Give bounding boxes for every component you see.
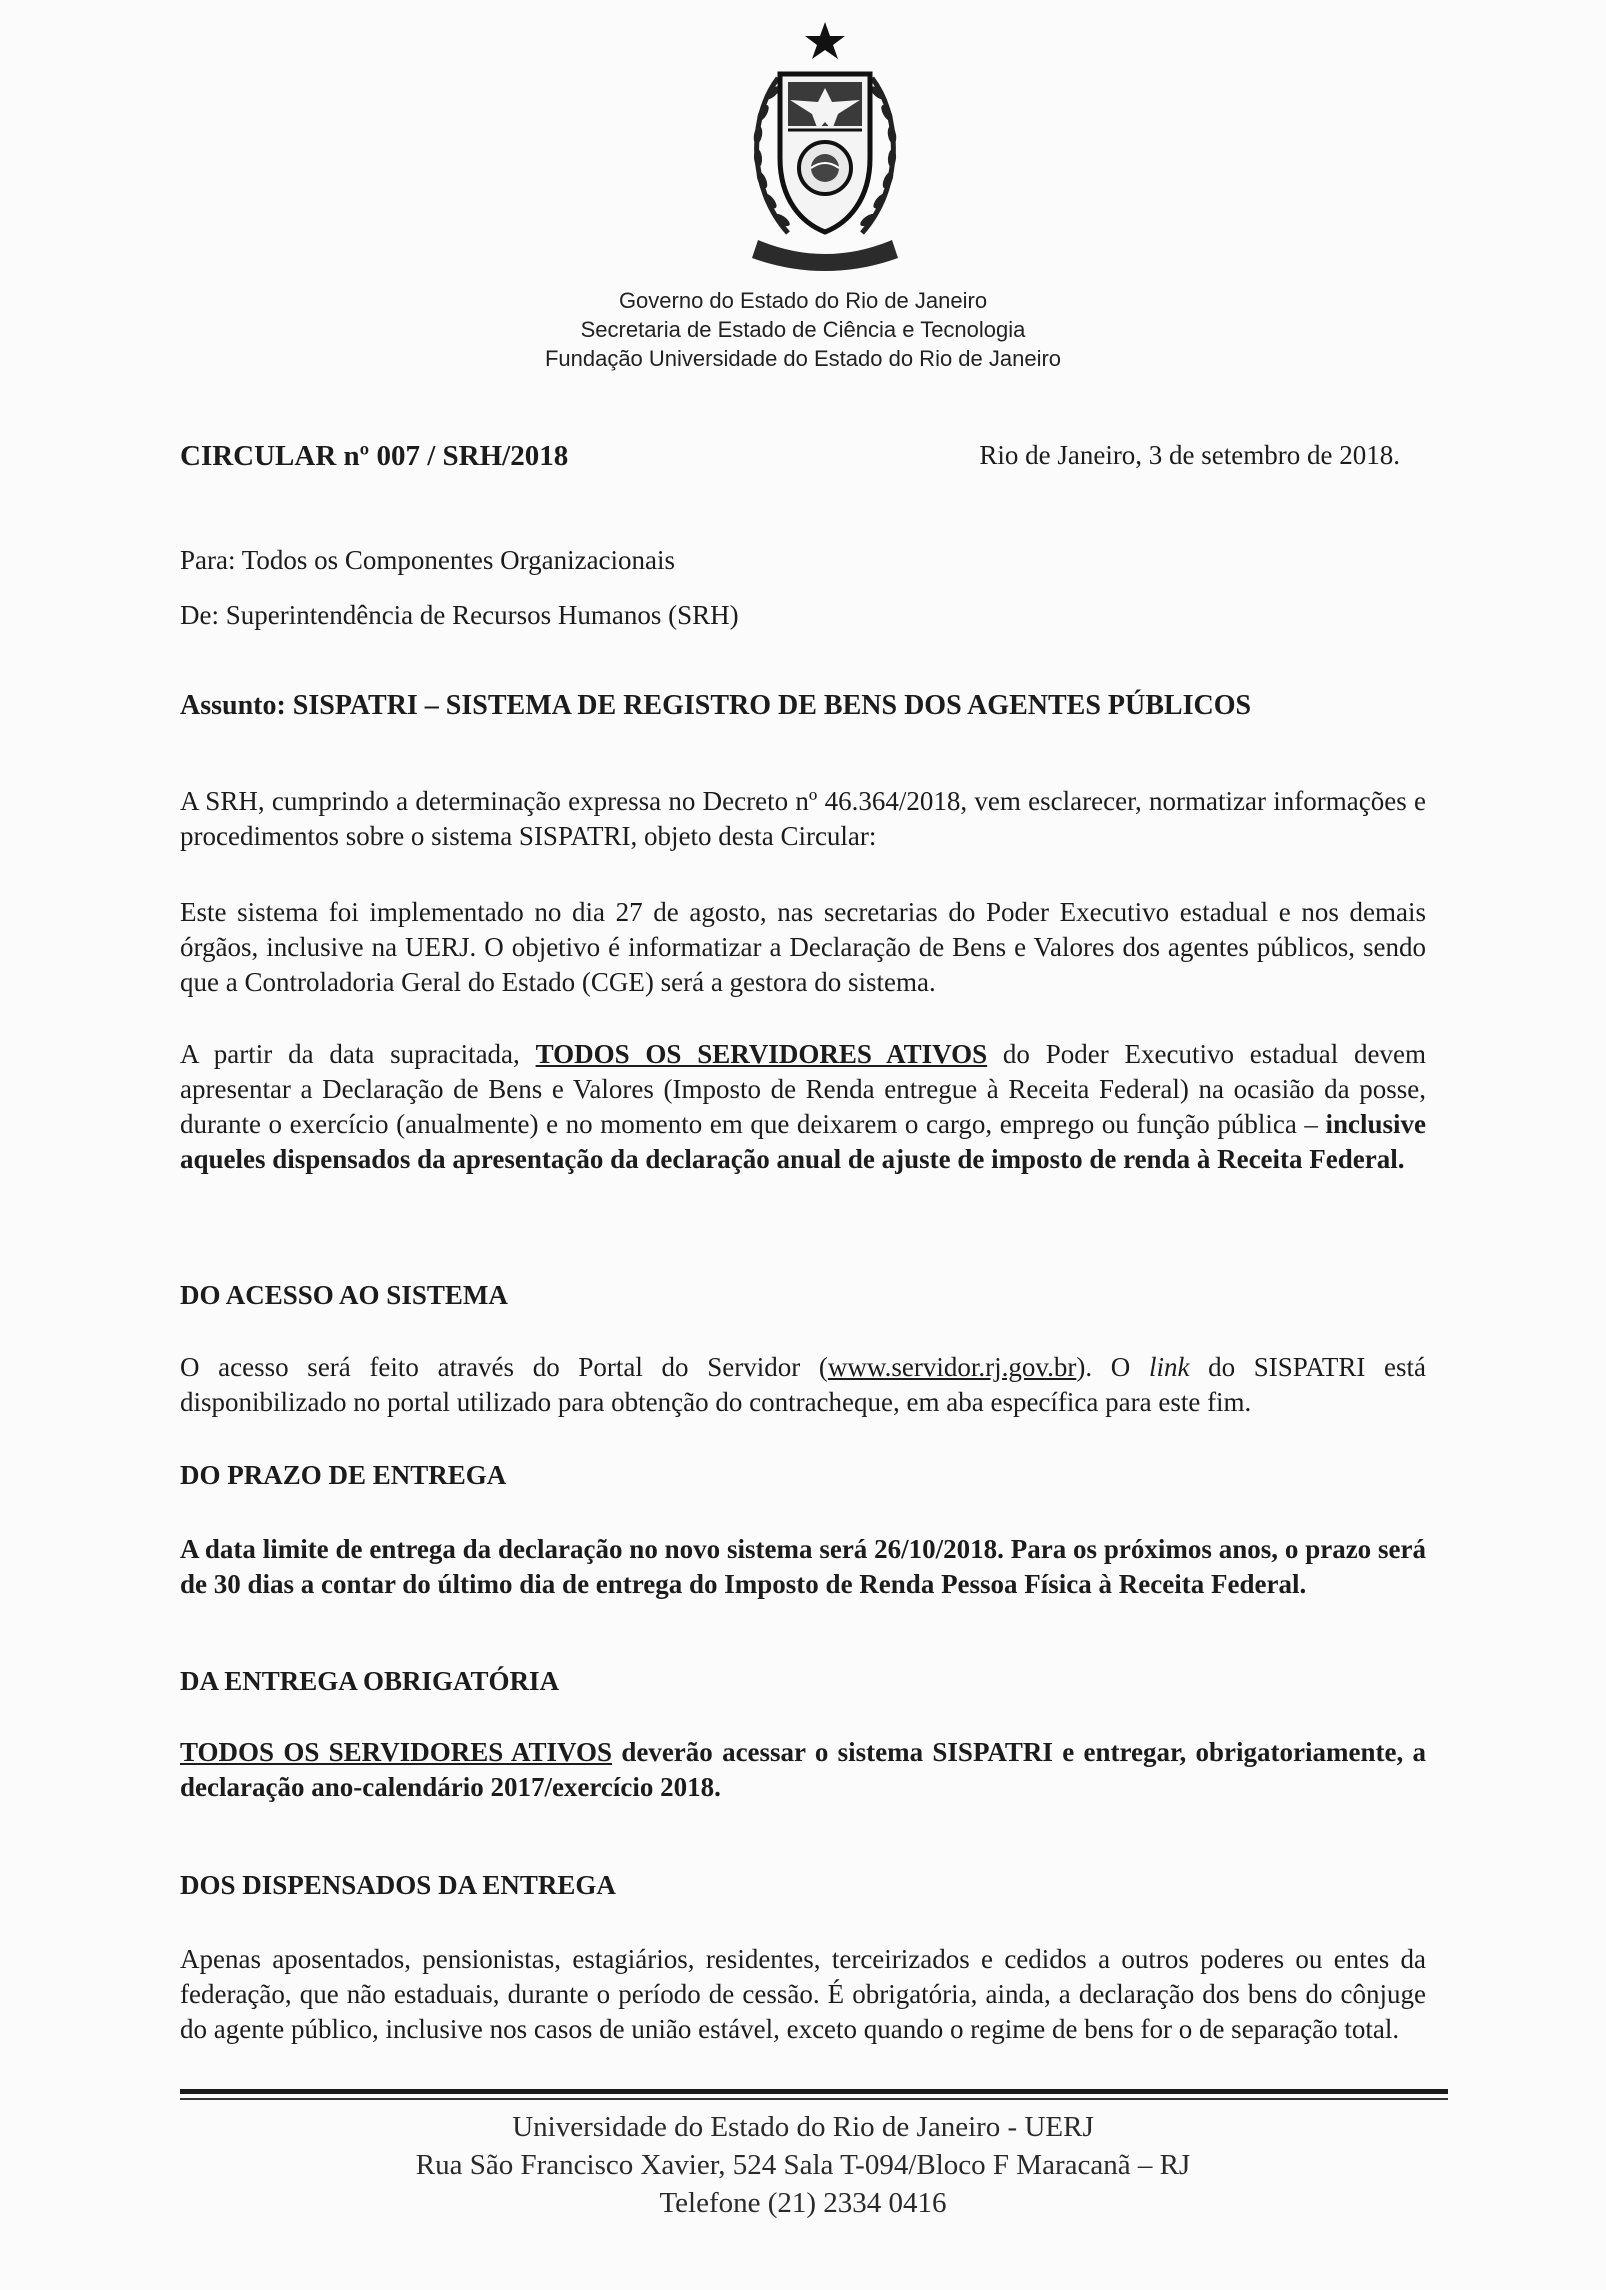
circular-number: CIRCULAR nº 007 / SRH/2018 — [180, 440, 569, 472]
sender-line: De: Superintendência de Recursos Humanos (SRH) — [180, 600, 739, 630]
footer-address: Rua São Francisco Xavier, 524 Sala T-094/Bloco F Maracanã – RJ — [415, 2149, 1191, 2181]
rio-de-janeiro-coat-of-arms — [728, 18, 922, 276]
government-line: Governo do Estado do Rio de Janeiro — [618, 288, 988, 313]
footer-phone: Telefone (21) 2334 0416 — [659, 2187, 947, 2219]
portal-link[interactable]: www.servidor.rj.gov.br — [827, 1352, 1077, 1382]
link-word: link — [1148, 1352, 1190, 1382]
subject-line: Assunto: SISPATRI – SISTEMA DE REGISTRO DE BENS DOS AGENTES PÚBLICOS — [180, 690, 1252, 721]
access-text-start: O acesso será feito através do Portal do Servidor ( — [180, 1352, 828, 1382]
mandatory-text: deverão acessar o sistema SISPATRI e entregar, obrigatoriamente, a declaração ano-calendário 2017/exercício 2018. — [180, 1737, 1427, 1802]
footer-divider — [180, 2089, 1448, 2094]
deadline-paragraph: A data limite de entrega da declaração no novo sistema será 26/10/2018. Para os próximos anos, o prazo será de 30 dias a contar do último dia de entrega do Imposto de Renda Pessoa Física à Receita Federal. — [180, 1534, 1426, 1599]
access-text-end: do SISPATRI está disponibilizado no portal utilizado para obtenção do contracheque, em aba específica para este fim. — [180, 1352, 1426, 1417]
deadline-heading: DO PRAZO DE ENTREGA — [180, 1460, 507, 1490]
footer-university: Universidade do Estado do Rio de Janeiro - UERJ — [512, 2111, 1094, 2143]
exempt-heading: DOS DISPENSADOS DA ENTREGA — [180, 1870, 616, 1900]
mandatory-heading: DA ENTREGA OBRIGATÓRIA — [180, 1666, 560, 1696]
intro-paragraph: A SRH, cumprindo a determinação expressa no Decreto nº 46.364/2018, vem esclarecer, normatizar informações e procedimentos sobre o sistema SISPATRI, objeto desta Circular: — [180, 786, 1426, 851]
footer — [0, 2108, 1606, 2222]
exempt-paragraph: Apenas aposentados, pensionistas, estagiários, residentes, terceirizados e cedidos a outros poderes ou entes da federação, que não estaduais, durante o período de cessão. É obrigatória, ainda, a declaração dos bens do cônjuge do agente público, inclusive nos casos de união estável, exceto quando o regime de bens for o de separação total. — [180, 1944, 1426, 2044]
mandatory-emphasis: TODOS OS SERVIDORES ATIVOS — [180, 1737, 613, 1767]
footer-divider-thin — [180, 2098, 1448, 2100]
access-heading: DO ACESSO AO SISTEMA — [180, 1280, 508, 1310]
mandatory-paragraph — [180, 1735, 1426, 1805]
all-active-servants-emphasis: TODOS OS SERVIDORES ATIVOS — [535, 1039, 988, 1069]
access-text-middle: ). O — [1076, 1352, 1149, 1382]
obligation-text-start: A partir da data supracitada, — [180, 1039, 536, 1069]
obligation-text-middle: do Poder Executivo estadual devem apresentar a Declaração de Bens e Valores (Imposto de Renda entregue à Receita Federal) na ocasião da posse, durante o exercício (anualmente) e no momento em que deixarem o cargo, emprego ou função pública – — [180, 1039, 1426, 1139]
implementation-paragraph: Este sistema foi implementado no dia 27 de agosto, nas secretarias do Poder Executivo estadual e nos demais órgãos, inclusive na UERJ. O objetivo é informatizar a Declaração de Bens e Valores dos agentes públicos, sendo que a Controladoria Geral do Estado (CGE) será a gestora do sistema. — [180, 897, 1426, 997]
obligation-paragraph — [180, 1037, 1426, 1177]
foundation-line: Fundação Universidade do Estado do Rio de Janeiro — [544, 346, 1062, 371]
obligation-text-bold: inclusive aqueles dispensados da apresentação da declaração anual de ajuste de imposto de renda à Receita Federal. — [180, 1109, 1426, 1174]
circular-date: Rio de Janeiro, 3 de setembro de 2018. — [979, 440, 1400, 470]
secretariat-line: Secretaria de Estado de Ciência e Tecnologia — [580, 317, 1026, 342]
recipient-line: Para: Todos os Componentes Organizacionais — [180, 545, 676, 575]
access-paragraph — [180, 1350, 1426, 1420]
institution-header — [0, 286, 1606, 373]
